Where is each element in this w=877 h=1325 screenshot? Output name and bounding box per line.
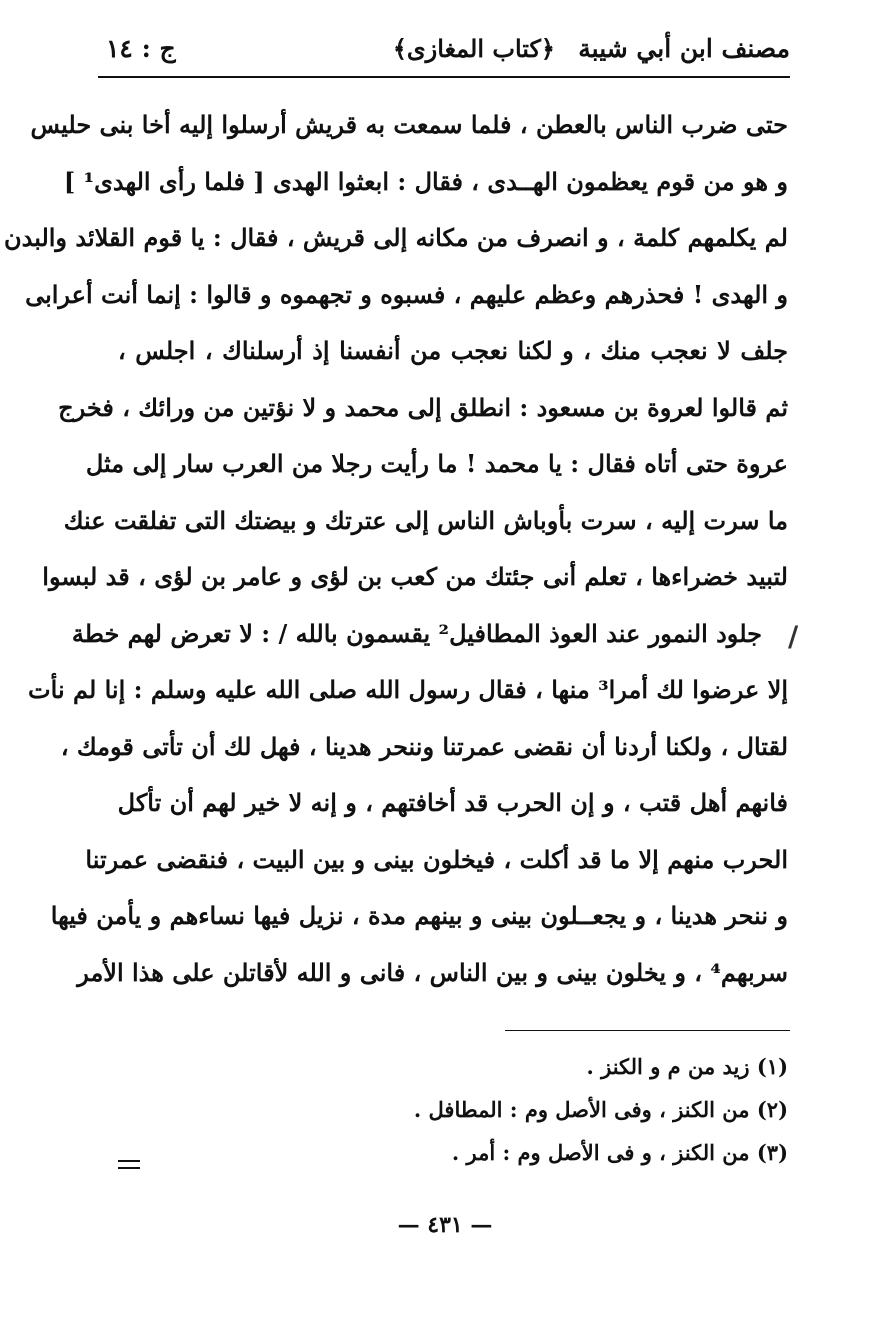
text-line: و ننحر هدينا ، و يجعــلون بينى و بينهم مدة ، نزيل فيها نساءهم و يأمن فيها [50,901,788,930]
text-line: إلا عرضوا لك أمرا³ منها ، فقال رسول الله صلى الله عليه وسلم : إنا لم نأت [28,675,788,704]
text-line: حتى ضرب الناس بالعطن ، فلما سمعت به قريش أرسلوا إليه أخا بنى حليس [30,110,788,139]
text-line: جلود النمور عند العوذ المطافيل² يقسمون بالله / : لا تعرض لهم خطة [71,618,762,648]
header-rule [98,76,790,78]
text-line: لم يكلمهم كلمة ، و انصرف من مكانه إلى قريش ، فقال : يا قوم القلائد والبدن [3,223,788,252]
text-line: الحرب منهم إلا ما قد أكلت ، فيخلون بينى و بين البيت ، فنقضى عمرتنا [85,844,788,874]
footnote: (٢) من الكنز ، وفى الأصل وم : المطافل . [413,1097,788,1122]
chapter-title: ﴿كتاب المغازى﴾ [392,34,555,63]
text-line: جلف لا نعجب منك ، و لكنا نعجب من أنفسنا إذ أرسلناك ، اجلس ، [118,336,788,365]
text-line: ما سرت إليه ، سرت بأوباش الناس إلى عترتك و بيضتك التى تفلقت عنك [63,505,788,535]
text-line: و هو من قوم يعظمون الهــدى ، فقال : ابعثوا الهدى [ فلما رأى الهدى¹ ] [63,166,788,196]
text-line: لتبيد خضراءها ، تعلم أنى جئتك من كعب بن لؤى و عامر بن لؤى ، قد لبسوا [42,562,788,591]
volume-label: ج : ١٤ [106,34,176,63]
book-title: مصنف ابن أبي شيبة [578,34,790,63]
footnote: (١) زيد من م و الكنز . [586,1054,788,1079]
footnote-separator [505,1030,790,1031]
folio-marker: / [788,620,799,653]
page-header [98,28,790,78]
text-line: فانهم أهل قتب ، و إن الحرب قد أخافتهم ، و إنه لا خير لهم أن تأكل [117,788,788,817]
text-line: و الهدى ! فحذرهم وعظم عليهم ، فسبوه و تجهموه و قالوا : إنما أنت أعرابى [25,279,788,309]
text-line: سربهم⁴ ، و يخلون بينى و بين الناس ، فانى و الله لأقاتلن على هذا الأمر [77,957,788,987]
footnote: (٣) من الكنز ، و فى الأصل وم : أمر . [451,1140,788,1165]
footnotes [300,1045,788,1174]
text-line: لقتال ، ولكنا أردنا أن نقضى عمرتنا وننحر هدينا ، فهل لك أن تأتى قومك ، [60,731,788,761]
text-line: ثم قالوا لعروة بن مسعود : انطلق إلى محمد و لا نؤتين من ورائك ، فخرج [58,392,788,422]
page-number: — ٤٣١ — [397,1212,493,1238]
continuation-mark [118,1160,140,1174]
main-text [3,97,788,1001]
text-line: عروة حتى أتاه فقال : يا محمد ! ما رأيت رجلا من العرب سار إلى مثل [85,449,788,478]
